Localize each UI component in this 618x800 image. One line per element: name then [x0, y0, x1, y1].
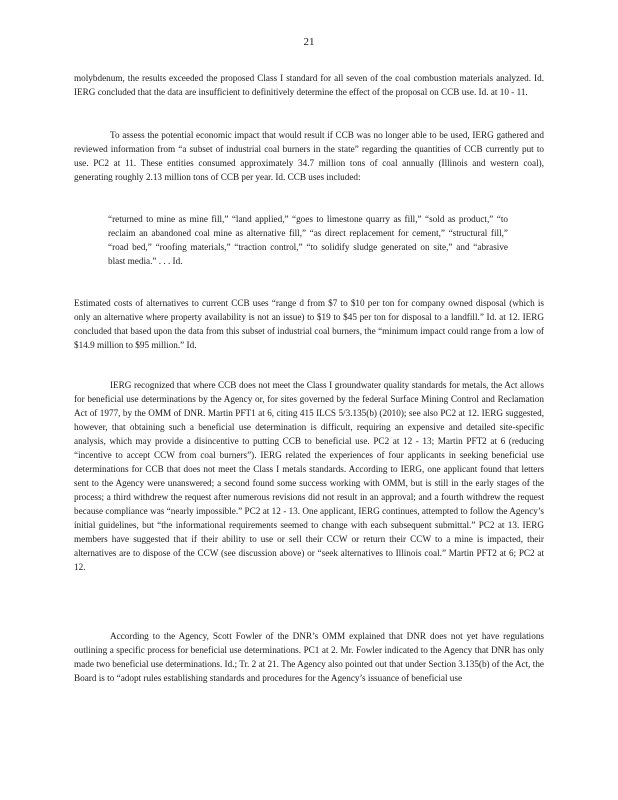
paragraph-agency-dnr: According to the Agency, Scott Fowler of the DNR’s OMM explained that DNR does not yet have regulations outlining a specific process for beneficial use determinations. PC1 at 2. Mr. Fowler indicated to the Agency that DNR has only made two beneficial use determinations. Id.; Tr. 2 at 21. The Agency also pointed out that under Section 3.135(b) of the Act, the Board is to “adopt rules establishing standards and procedures for the Agency’s issuance of beneficial use	[74, 631, 544, 683]
page-number: 21	[303, 36, 315, 48]
paragraph-beneficial-use: IERG recognized that where CCB does not meet the Class I groundwater quality standards for metals, the Act allows for beneficial use determinations by the Agency or, for sites governed by the federal Surface Mining Control and Reclamation Act of 1977, by the OMM of DNR. Martin PFT1 at 6, citing 415 ILCS 5/3.135(b) (2010); see also PC2 at 12. IERG suggested, however, that obtaining such a beneficial use determination is difficult, requiring an expensive and detailed site-specific analysis, which may provide a disincentive to putting CCB to beneficial use. PC2 at 12 - 13; Martin PFT2 at 6 (reducing “incentive to accept CCW from coal burners”). IERG related the experiences of four applicants in seeking beneficial use determinations for CCB that does not meet the Class I metals standards. According to IERG, one applicant found that letters sent to the Agency were unanswered; a second found some success working with OMM, but is still in the early stages of the process; a third withdrew the request after numerous revisions did not result in an approval; and a fourth withdrew the request because compliance was “nearly impossible.” PC2 at 12 - 13. One applicant, IERG continues, attempted to follow the Agency’s initial guidelines, but “the informational requirements seemed to change with each subsequent submittal.” PC2 at 13. IERG members have suggested that if their ability to use or sell their CCW or return their CCW to a mine is impacted, their alternatives are to dispose of the CCW (see discussion above) or “seek alternatives to Illinois coal.” Martin PFT2 at 6; PC2 at 12.	[74, 380, 544, 572]
paragraph-economic-impact: To assess the potential economic impact that would result if CCB was no longer able to be used, IERG gathered and reviewed information from “a subset of industrial coal burners in the state” regarding the quantities of CCB currently put to use. PC2 at 11. These entities consumed approximately 34.7 million tons of coal annually (Illinois and western coal), generating roughly 2.13 million tons of CCB per year. Id. CCB uses included:	[74, 130, 544, 182]
paragraph-estimated-costs: Estimated costs of alternatives to current CCB uses “range d from $7 to $10 per ton for company owned disposal (which is only an alternative where property availability is not an issue) to $19 to $45 per ton for disposal to a landfill.” Id. at 12. IERG concluded that based upon the data from this subset of industrial coal burners, the “minimum impact could range from a low of $14.9 million to $95 million.” Id.	[74, 298, 544, 350]
paragraph-molybdenum-results: molybdenum, the results exceeded the proposed Class I standard for all seven of the coal combustion materials analyzed. Id. IERG concluded that the data are insufficient to definitively determine the effect of the proposal on CCB use. Id. at 10 - 11.	[74, 73, 544, 97]
block-quote-ccb-uses: “returned to mine as mine fill,” “land applied,” “goes to limestone quarry as fill,” “sold as product,” “to reclaim an abandoned coal mine as alternative fill,” “as direct replacement for cement,” “structural fill,” “road bed,” “roofing materials,” “traction control,” “to solidify sludge generated on site,” and “abrasive blast media.” . . . Id.	[108, 214, 508, 266]
